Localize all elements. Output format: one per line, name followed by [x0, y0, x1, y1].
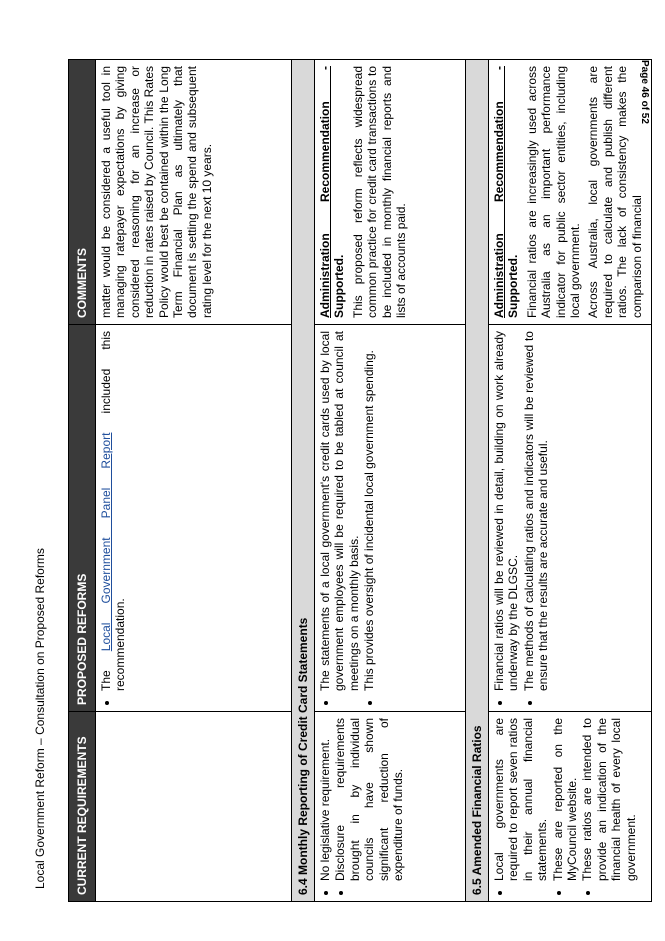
table-row [489, 60, 652, 902]
list-item: • No legislative requirement. [318, 718, 332, 881]
reform-cell [489, 325, 652, 712]
section-title: 6.5 Amended Financial Ratios [466, 60, 489, 902]
document-header: Local Government Reform – Consultation on Proposed Reforms [33, 548, 47, 889]
list-item: • The methods of calculating ratios and indicators will be reviewed to ensure that the results are accurate and useful. [522, 331, 551, 691]
list-item: • Local governments are required to report seven ratios in their annual financial statements. [492, 718, 550, 881]
comment-cell: matter would be considered a useful tool in managing ratepayer expectations by giving considered reasoning for an increase or reduction in rates raised by Council. This Rates Policy would best be contained within the Long Term Financial Plan as ultimately that document is setting the spend and subsequent rating level for the next 10 years. [96, 60, 292, 325]
section-heading-row [466, 60, 489, 902]
comment-cell: Administration Recommendation - Supported. Financial ratios are increasingly used across Australia as an important performance indicator for public sector entities, including local government. Across Australia, local governments are required to calculate and publish different ratios. The lack of consistency makes the comparison of financial [489, 60, 652, 325]
current-cell [315, 712, 466, 902]
current-cell [489, 712, 652, 902]
section-heading-row [292, 60, 315, 902]
reform-cell [315, 325, 466, 712]
list-item: • The statements of a local government's credit cards used by local government employees will be required to be tabled at council at meetings on a monthly basis. [318, 331, 361, 691]
page-number: Page 46 of 52 [639, 60, 650, 124]
recommendation-status: Supported. [332, 254, 347, 318]
recommendation-status: Supported. [506, 254, 521, 318]
recommendation-heading: Administration Recommendation - [318, 66, 332, 318]
column-header-comments: COMMENTS [69, 60, 96, 325]
list-item: • Financial ratios will be reviewed in detail, building on work already underway by the DLGSC. [492, 331, 521, 691]
list-item: • This provides oversight of incidental local government spending. [362, 331, 376, 691]
reform-cell [96, 325, 292, 712]
list-item: • The Local Government Panel Report included this recommendation. [99, 331, 128, 691]
table-row [96, 60, 292, 902]
local-government-panel-report-link[interactable]: Local Government Panel Report [99, 432, 113, 652]
table-row [315, 60, 466, 902]
list-item: • Disclosure requirements brought in by individual councils have shown significant reduction of expenditure of funds. [333, 718, 405, 881]
table-header-row [69, 60, 96, 902]
reform-table [68, 59, 652, 902]
column-header-proposed: PROPOSED REFORMS [69, 325, 96, 712]
column-header-current: CURRENT REQUIREMENTS [69, 712, 96, 902]
comment-cell: Administration Recommendation - Supported. This proposed reform reflects widespread common practice for credit card transactions to be included in monthly financial reports and lists of accounts paid. [315, 60, 466, 325]
reform-table-rotated [68, 60, 644, 902]
recommendation-heading: Administration Recommendation - [492, 66, 506, 318]
list-item: • These are reported on the MyCouncil website. [551, 718, 580, 881]
section-title: 6.4 Monthly Reporting of Credit Card Statements [292, 60, 315, 902]
list-item: • These ratios are intended to provide an indication of the financial health of every local government. [580, 718, 638, 881]
current-cell [96, 712, 292, 902]
